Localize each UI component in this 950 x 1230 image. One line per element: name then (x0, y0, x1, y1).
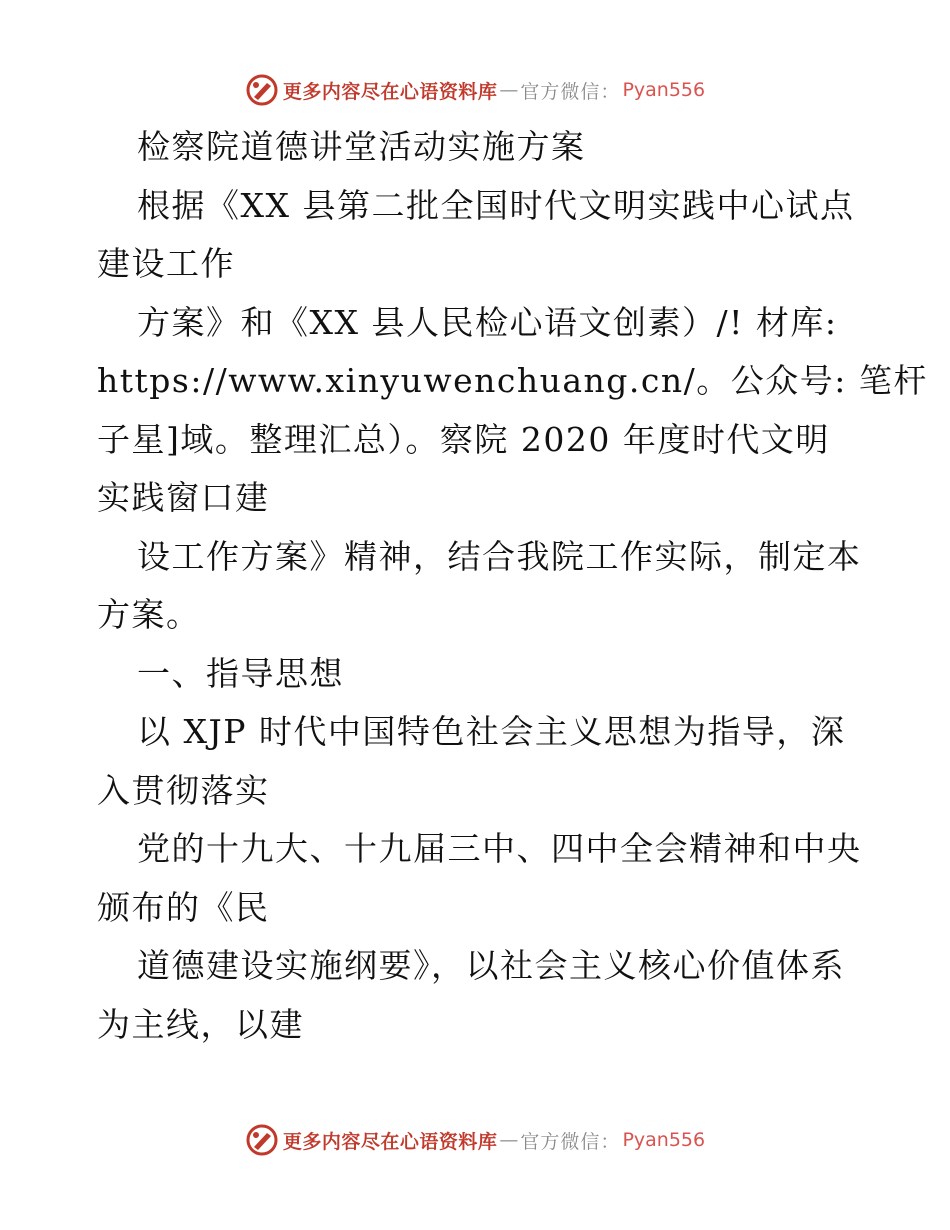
section-heading: 一、指导思想 (137, 653, 344, 693)
text-line: 党的十九大、十九届三中、四中全会精神和中央 (137, 829, 862, 868)
text-line: 颁布的《民 (97, 887, 270, 927)
text-line: 实践窗口建 (97, 478, 270, 517)
banner-official-text: 官方微信： (520, 80, 621, 103)
text-line: 设工作方案》精神，结合我院工作实际，制定本 (137, 536, 862, 576)
text-line: 道德建设实施纲要》，以社会主义核心价值体系 (137, 946, 845, 985)
text-line: 以 XJP 时代中国特色社会主义思想为指导，深 (137, 712, 846, 751)
text-line: 入贯彻落实 (97, 770, 270, 810)
banner-dash: — (499, 1129, 519, 1151)
brand-logo-icon (245, 73, 279, 107)
text-line: https://www.xinyuwenchuang.cn/。公众号: 笔杆 (97, 361, 928, 400)
banner-main-text: 更多内容尽在心语资料库 (282, 80, 498, 103)
brand-logo-icon (245, 1123, 279, 1157)
document-title: 检察院道德讲堂活动实施方案 (137, 127, 586, 166)
text-line: 方案。 (97, 595, 201, 634)
text-line: 子星]域。整理汇总）。察院 2020 年度时代文明 (97, 419, 830, 459)
document-body (97, 118, 928, 1054)
footer-watermark-banner (0, 1120, 950, 1160)
text-line: 方案》和《XX 县人民检心语文创素）/! 材库: (137, 302, 838, 342)
text-line: 为主线，以建 (97, 1004, 304, 1044)
banner-handle: Pyan556 (622, 1129, 706, 1151)
banner-main-text: 更多内容尽在心语资料库 (282, 1130, 498, 1153)
banner-dash: — (499, 79, 519, 101)
banner-handle: Pyan556 (622, 79, 706, 101)
text-line: 建设工作 (97, 244, 235, 283)
banner-official-text: 官方微信： (520, 1130, 621, 1153)
text-line: 根据《XX 县第二批全国时代文明实践中心试点 (137, 185, 855, 225)
header-watermark-banner (0, 70, 950, 110)
